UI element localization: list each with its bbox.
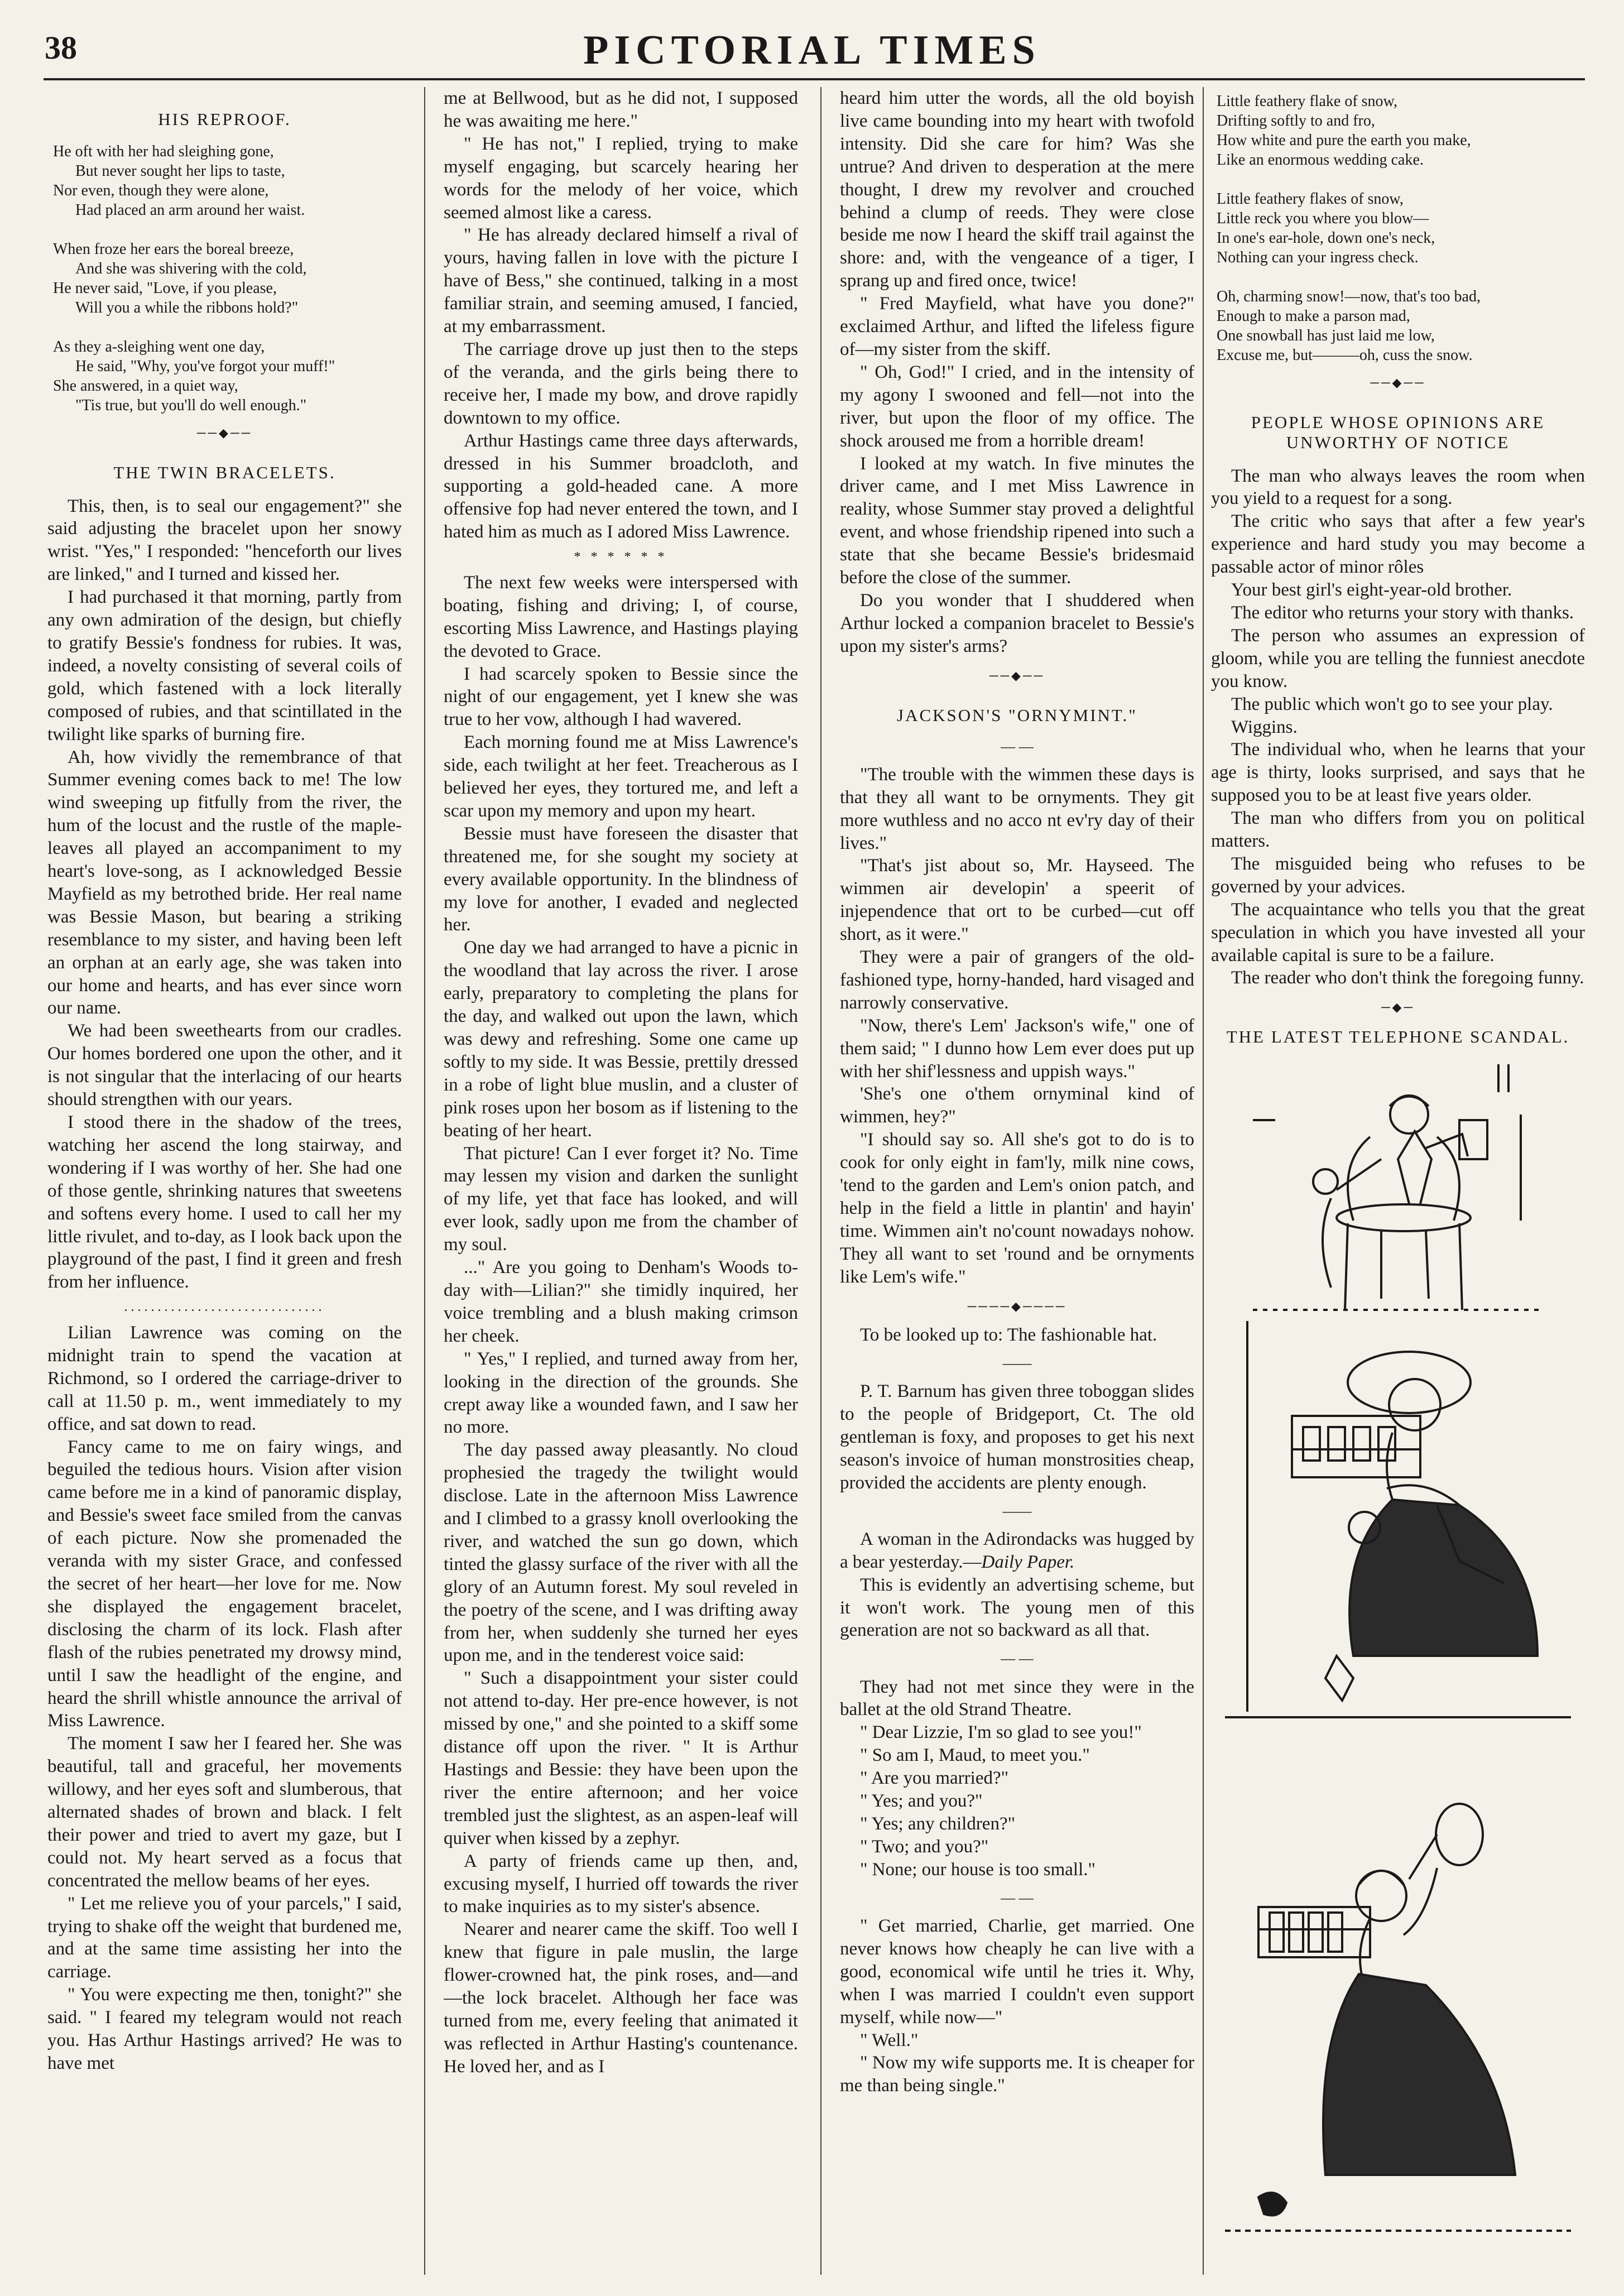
dialogue-line: " Now my wife supports me. It is cheaper for me than being single." — [840, 2053, 1194, 2096]
story-paragraph: ..." Are you going to Denham's Woods to-day with—Lilian?" she timidly inquired, her voice trembling and a blush making crimson her cheek. — [444, 1257, 798, 1346]
list-paragraph: The man who always leaves the room when you yield to a request for a song. — [1211, 465, 1585, 509]
story-paragraph: The moment I saw her I feared her. She was beautiful, tall and graceful, her movements willowy, and her eyes soft and slumberous, that alternated shades of brown and black. I felt their power and tried to avert my gaze, but I could not. My heart served as a focus that concentrated the mellow beams of her eyes. — [47, 1733, 402, 1891]
story-paragraph: Each morning found me at Miss Lawrence's side, each twilight at her feet. Treacherous as I believed her eyes, they tortured me, and left a scar upon my memory and upon my heart. — [444, 732, 798, 821]
story-paragraph: The day passed away pleasantly. No cloud prophesied the tragedy the twilight would disclose. Late in the afternoon Miss Lawrence and I climbed to a grassy knoll overlooking the river, and watched the sun go down, which tinted the glassy surface of the river with all the glory of an Autumn forest. My soul reveled in the poetry of the scene, and I was drifting away from her, when suddenly she turned her eyes upon me, and in the tenderest voice said: — [444, 1440, 798, 1666]
ornament-divider: ─◆─ — [1381, 1000, 1415, 1015]
poem-line: Excuse me, but———oh, cuss the snow. — [1217, 347, 1473, 364]
ornament-divider: ──◆── — [196, 425, 253, 440]
story-paragraph: Do you wonder that I shuddered when Arthur locked a companion bracelet to Bessie's upon my sister's arms? — [840, 590, 1194, 656]
list-paragraph: The critic who says that after a few year's experience and hard study you may become a passable actor of minor rôles — [1211, 511, 1585, 578]
story-paragraph: I stood there in the shadow of the trees, watching her ascend the long stairway, and wondering if I was worthy of her. She had one of those gentle, shrinking natures that sweetens and softens every home. I used to call her my little rivulet, and to-day, as I look back upon the playground of the past, I find it green and fresh from her influence. — [47, 1112, 402, 1293]
ornament-divider: ──◆── — [1370, 376, 1426, 390]
dialogue-line: " Two; and you?" — [860, 1836, 989, 1857]
list-paragraph: The acquaintance who tells you that the great speculation in which you have invested all your available capital is sure to be a failure. — [1211, 899, 1585, 966]
header-rule — [44, 78, 1585, 80]
short-rule: —— — [1002, 1502, 1032, 1519]
poem-title: HIS REPROOF. — [158, 109, 291, 129]
dialogue-line: " Are you married?" — [860, 1768, 1009, 1789]
story-paragraph: Arthur Hastings came three days afterwards, dressed in his Summer broadcloth, and supporting a gold-headed cane. A more offensive fop had never entered the town, and I hated him as much as I adored Miss Lawrence. — [444, 430, 798, 542]
poem-line: Will you a while the ribbons hold?" — [75, 299, 299, 316]
poem-line: Little feathery flakes of snow, — [1217, 190, 1404, 208]
ornament-divider: ──◆── — [989, 668, 1045, 683]
story-paragraph: Ah, how vividly the remembrance of that Summer evening comes back to me! The low wind sweeping up fitfully from the river, the hum of the locust and the rustle of the maple-leaves all played an accompaniment to my heart's love-song, as I acknowledged Bessie Mayfield as my betrothed bride. Her real name was Bessie Mason, but bearing a striking resemblance to my sister, and having been left an orphan at an early age, she was taken into our home and hearts, and has ever since worn our name. — [47, 747, 402, 1019]
dialogue-line: " Get married, Charlie, get married. One never knows how cheaply he can live with a good, economical wife until he tries it. Why, when I was married I couldn't even support myself, while now—" — [840, 1915, 1194, 2028]
story-paragraph: I looked at my watch. In five minutes the driver came, and I met Miss Lawrence in reality, whose Summer stay proved a delightful event, and whose friendship ripened into such a state that she became Bessie's bridesmaid before the close of the summer. — [840, 453, 1194, 588]
list-paragraph: The public which won't go to see your play. — [1231, 694, 1553, 714]
poem-line: He never said, "Love, if you please, — [53, 279, 277, 297]
page-number: 38 — [45, 30, 77, 66]
dialogue-line: " Yes; any children?" — [860, 1814, 1016, 1834]
poem-line: Drifting softly to and fro, — [1217, 112, 1375, 129]
masthead: PICTORIAL TIMES — [583, 27, 1041, 73]
story-paragraph: The next few weeks were interspersed with boating, fishing and driving; I, of course, escorting Miss Lawrence, and Hastings playing the devoted to Grace. — [444, 572, 798, 661]
dialogue-line: " Dear Lizzie, I'm so glad to see you!" — [860, 1722, 1142, 1743]
article-title: PEOPLE WHOSE OPINIONS ARE UNWORTHY OF NOTICE — [1251, 412, 1545, 452]
story-paragraph: " Oh, God!" I cried, and in the intensity of my agony I swooned and fell—not into the river, but upon the floor of my office. The shock aroused me from a horrible dream! — [840, 362, 1194, 451]
poem-snow — [1217, 92, 1585, 365]
list-paragraph: Your best girl's eight-year-old brother. — [1231, 580, 1512, 601]
list-paragraph: The editor who returns your story with thanks. — [1231, 602, 1574, 623]
list-paragraph: The misguided being who refuses to be governed by your advices. — [1211, 853, 1585, 897]
dialogue-line: " Yes; and you?" — [860, 1791, 983, 1812]
cartoon-woman-at-telephone-illustration — [1225, 1321, 1571, 1745]
poem-line: And she was shivering with the cold, — [75, 260, 307, 277]
poem-line: Nothing can your ingress check. — [1217, 249, 1419, 266]
article-title: JACKSON'S "ORNYMINT." — [897, 705, 1137, 725]
article-paragraph: "Now, there's Lem' Jackson's wife," one of them said; " I dunno how Lem ever does put up with her shif'lessness and uppish ways." — [840, 1015, 1194, 1082]
short-rule: — — — [1001, 738, 1034, 755]
story-paragraph: " He has not," I replied, trying to make myself engaging, but scarcely hearing her words for the melody of her voice, which seemed almost like a caress. — [444, 133, 798, 223]
poem-line: As they a-sleighing went one day, — [53, 338, 265, 356]
story-paragraph: Lilian Lawrence was coming on the midnight train to spend the vacation at Richmond, so I ordered the carriage-driver to call at 11.50 p. m., went immediately to my office, and sat down to read. — [47, 1323, 402, 1434]
poem-his-reproof — [53, 142, 402, 415]
poem-line: Oh, charming snow!—now, that's too bad, — [1217, 288, 1481, 305]
dialogue-line: " Well." — [860, 2030, 919, 2050]
poem-line: Nor even, though they were alone, — [53, 181, 269, 199]
story-paragraph: I had scarcely spoken to Bessie since the night of our engagement, yet I knew she was true to her vow, although I had wavered. — [444, 664, 798, 730]
poem-line: In one's ear-hole, down one's neck, — [1217, 229, 1435, 247]
dialogue-line: They had not met since they were in the ballet at the old Strand Theatre. — [840, 1677, 1194, 1720]
dialogue-line: " None; our house is too small." — [860, 1859, 1096, 1880]
short-rule: — — — [1001, 1650, 1034, 1667]
cartoon-woman-with-receiver-illustration — [1225, 1751, 1571, 2242]
joke-source: Daily Paper. — [981, 1552, 1075, 1572]
article-paragraph: "I should say so. All she's got to do is to cook for only eight in fam'ly, milk nine cows, 'tend to the garden and Lem's onion patch, and help in the field a little in plantin' and hayin' time. Wimmen ain't no'count nowadays nohow. They all want to set 'round and be ornyments like Lem's wife." — [840, 1130, 1194, 1287]
joke-paragraph: To be looked up to: The fashionable hat. — [860, 1324, 1157, 1345]
list-paragraph: The individual who, when he learns that your age is thirty, looks surprised, and says that he supposed you to be at least five years older. — [1211, 739, 1585, 806]
poem-line: Little reck you where you blow— — [1217, 210, 1429, 227]
column-3 — [840, 87, 1194, 2097]
star-divider: * * * * * * — [574, 550, 668, 565]
column-2 — [444, 87, 798, 2078]
story-paragraph: Bessie must have foreseen the disaster that threatened me, for she sought my society at every available opportunity. In the blindness of my love for another, I evaded and neglected her. — [444, 823, 798, 935]
list-paragraph: The reader who don't think the foregoing funny. — [1231, 968, 1584, 988]
story-paragraph: me at Bellwood, but as he did not, I supposed he was awaiting me here." — [444, 88, 798, 131]
poem-line: But never sought her lips to taste, — [75, 162, 285, 180]
story-paragraph: " You were expecting me then, tonight?" she said. " I feared my telegram would not reach you. Has Arthur Hastings arrived? He was to have met — [47, 1985, 402, 2074]
story-paragraph: " Fred Mayfield, what have you done?" exclaimed Arthur, and lifted the lifeless figure of—my sister from the skiff. — [840, 294, 1194, 359]
story-paragraph: I had purchased it that morning, partly from any own admiration of the design, but chiefly to gratify Bessie's fondness for rubies. It was, indeed, a novelty consisting of several coils of gold, which fastened with a lock literally composed of rubies, and that scintillated in the twilight like sparks of burning fire. — [47, 587, 402, 744]
column-4 — [1211, 87, 1585, 2247]
poem-line: "Tis true, but you'll do well enough." — [75, 396, 307, 414]
poem-line: She answered, in a quiet way, — [53, 377, 238, 395]
column-rule — [1203, 87, 1204, 2275]
list-paragraph: Wiggins. — [1231, 717, 1298, 737]
cartoon-caption: THE LATEST TELEPHONE SCANDAL. — [1226, 1026, 1570, 1046]
joke-lead: A woman in the Adirondacks was hugged by a bear yesterday.— — [840, 1529, 1194, 1572]
ornament-divider: ────◆──── — [967, 1299, 1067, 1313]
short-rule: — — — [1001, 1889, 1034, 1906]
column-rule — [424, 87, 425, 2275]
joke-paragraph: This is evidently an advertising scheme, but it won't work. The young men of this generation are not so backward as all that. — [840, 1574, 1194, 1641]
story-title: THE TWIN BRACELETS. — [113, 462, 336, 482]
poem-line: He oft with her had sleighing gone, — [53, 142, 274, 160]
article-paragraph: They were a pair of grangers of the old-fashioned type, horny-handed, hard visaged and narrowly conservative. — [840, 947, 1194, 1013]
story-paragraph: A party of friends came up then, and, excusing myself, I hurried off towards the river to make inquiries as to my sister's absence. — [444, 1851, 798, 1917]
story-paragraph: Fancy came to me on fairy wings, and beguiled the tedious hours. Vision after vision came before me in a kind of panoramic display, and Bessie's sweet face smiled from the canvas of each picture. Now she promenaded the veranda with my sister Grace, and confessed the secret of her heart—her love for me. Now she displayed the engagement bracelet, disclosing the charm of its lock. Flash after flash of the rubies penetrated my drowsy mind, until I saw the headlight of the engine, and heard the shrill whistle announce the arrival of Miss Lawrence. — [47, 1437, 402, 1731]
poem-line: Little feathery flake of snow, — [1217, 93, 1397, 110]
joke-paragraph — [840, 1528, 1194, 1574]
poem-line: Enough to make a parson mad, — [1217, 308, 1410, 325]
poem-line: When froze her ears the boreal breeze, — [53, 240, 294, 258]
story-paragraph: We had been sweethearts from our cradles. Our homes bordered one upon the other, and it is not singular that the interlacing of our hearts should strengthen with our years. — [47, 1021, 402, 1110]
poem-line: He said, "Why, you've forgot your muff!" — [75, 357, 335, 375]
poem-line: How white and pure the earth you make, — [1217, 132, 1471, 149]
story-paragraph: " Yes," I replied, and turned away from her, looking in the direction of the grounds. She crept away like a wounded fawn, and I saw her no more. — [444, 1348, 798, 1438]
column-1 — [47, 87, 402, 2075]
story-paragraph: Nearer and nearer came the skiff. Too well I knew that figure in pale muslin, the large flower-crowned hat, the pink roses, and—and—the lock bracelet. Although her face was turned from me, every feeling that animated it was reflected in Arthur Hasting's countenance. He loved her, and as I — [444, 1919, 798, 2077]
story-paragraph: " Such a disappointment your sister could not attend to-day. Her pre-ence however, is not missed by one," and she pointed to a skiff some distance off upon the river. " It is Arthur Hastings and Bessie: they have been upon the river the entire afternoon; and her voice trembled just the slightest, as an aspen-leaf will quiver when kissed by a zephyr. — [444, 1668, 798, 1848]
article-paragraph: "That's jist about so, Mr. Hayseed. The wimmen air developin' a speerit of injependence that ort to be curbed—cut off short, as it were." — [840, 856, 1194, 945]
story-paragraph: That picture! Can I ever forget it? No. Time may lessen my vision and darken the sunlight of my life, yet that face has looked, and will ever look, sadly upon me from the chamber of my soul. — [444, 1143, 798, 1255]
story-paragraph: One day we had arranged to have a picnic in the woodland that lay across the river. I arose early, preparatory to completing the plans for the day, and walked out upon the lawn, which was dewy and refreshing. Some one came up softly to my side. It was Bessie, prettily dressed in a robe of light blue muslin, and a cluster of pink roses upon her bosom as if listening to the beating of her heart. — [444, 938, 798, 1141]
article-paragraph: 'She's one o'them ornyminal kind of wimmen, hey?" — [840, 1084, 1194, 1127]
poem-line: Like an enormous wedding cake. — [1217, 151, 1424, 169]
story-paragraph: " He has already declared himself a rival of yours, having fallen in love with the picture I have of Bess," she continued, talking in a most familiar strain, and seeming amused, I fancied, at my embarrassment. — [444, 225, 798, 337]
poem-line: One snowball has just laid me low, — [1217, 327, 1435, 344]
dotted-divider: .............................. — [124, 1300, 325, 1315]
story-paragraph: " Let me relieve you of your parcels," I said, trying to shake off the weight that burdened me, and at the same time assisting her into the carriage. — [47, 1893, 402, 1982]
joke-paragraph: P. T. Barnum has given three toboggan slides to the people of Bridgeport, Ct. The old gentleman is foxy, and proposes to get his next season's invoice of human monstrosities cheap, provided the accidents are plenty enough. — [840, 1381, 1194, 1493]
list-paragraph: The man who differs from you on political matters. — [1211, 808, 1585, 852]
poem-line: Had placed an arm around her waist. — [75, 201, 305, 219]
short-rule: —— — [1002, 1354, 1032, 1371]
list-paragraph: The person who assumes an expression of gloom, while you are telling the funniest anecdote you know. — [1211, 625, 1585, 691]
story-paragraph: This, then, is to seal our engagement?" she said adjusting the bracelet upon her snowy wrist. "Yes," I responded: "henceforth our lives are linked," and I turned and kissed her. — [47, 496, 402, 585]
article-paragraph: "The trouble with the wimmen these days is that they all want to be ornyments. They git more wuthless and no acco nt ev'ry day of their lives." — [840, 764, 1194, 853]
column-rule — [820, 87, 821, 2275]
story-paragraph: The carriage drove up just then to the steps of the veranda, and the girls being there to receive her, I made my bow, and drove rapidly downtown to my office. — [444, 339, 798, 428]
story-paragraph: heard him utter the words, all the old boyish live came bounding into my heart with twofold intensity. Did she care for him? Was she untrue? And driven to desperation at the mere thought, I drew my revolver and crouched behind a clump of reeds. They were close beside me now I heard the skiff trail against the shore: and, with the vengeance of a tiger, I sprang up and fired once, twice! — [840, 88, 1194, 291]
cartoon-boy-telephone-illustration — [1242, 1053, 1554, 1315]
dialogue-line: " So am I, Maud, to meet you." — [860, 1745, 1090, 1766]
